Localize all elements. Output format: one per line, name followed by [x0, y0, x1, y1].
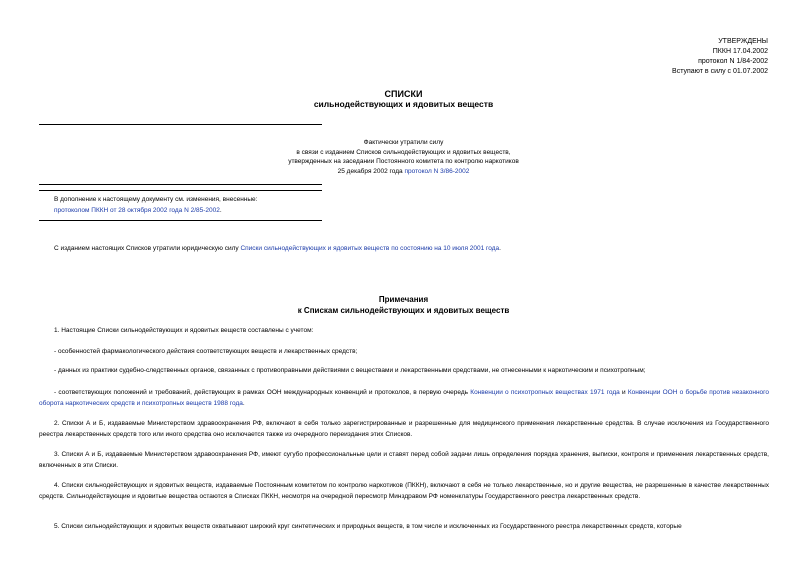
divider — [39, 190, 322, 191]
note-4-mid: и — [619, 389, 628, 396]
divider — [39, 184, 322, 185]
document-title: СПИСКИ — [384, 89, 423, 99]
document-subtitle: сильнодействующих и ядовитых веществ — [313, 99, 494, 109]
intro-text: С изданием настоящих Списков утратили юридическую силу — [54, 245, 241, 252]
note-paragraph-1: 1. Настоящие Списки сильнодействующих и ядовитых веществ составлены с учетом: — [54, 327, 314, 334]
note-4-text: - соответствующих положений и требований, действующих в рамках ООН международных конвенций и протоколов, в первую очередь — [54, 389, 471, 396]
note-paragraph-2: - особенностей фармакологического действия соответствующих веществ и лекарственных средств; — [54, 348, 358, 355]
amendments-link-line — [54, 205, 257, 216]
notes-heading — [0, 294, 807, 316]
notes-heading-main: Примечания — [378, 295, 429, 304]
previous-lists-link[interactable]: Списки сильнодействующих и ядовитых веществ по состоянию на 10 июля 2001 года — [240, 245, 500, 252]
approval-stamp — [672, 37, 768, 77]
amendments-link-suffix: . — [219, 207, 222, 214]
note-paragraph-7: 4. Списки сильнодействующих и ядовитых веществ, издаваемые Постоянным комитетом по контролю наркотиков (ПККН), включают в себя не только лекарственные, но и другие вещества, не разрешенные в качестве лекарственных средств. Сильнодействующие и ядовитые вещества остаются в Списках ПККН, несмотря на очередной пересмотр Минздравом РФ номенклатуры Государственного реестра лекарственных средств. — [39, 482, 769, 500]
expired-date-text: 25 декабря 2002 года — [337, 167, 405, 175]
expired-line-2: в связи с изданием Списков сильнодействующих и ядовитых веществ, — [296, 148, 511, 156]
expired-line-3: утвержденных на заседании Постоянного комитета по контролю наркотиков — [288, 158, 519, 165]
intro-suffix: . — [499, 245, 501, 252]
approval-line-3: протокол N 1/84-2002 — [698, 58, 768, 65]
notes-heading-sub: к Спискам сильнодействующих и ядовитых веществ — [297, 306, 510, 315]
approval-line-1: УТВЕРЖДЕНЫ — [718, 38, 768, 45]
approval-line-4: Вступают в силу с 01.07.2002 — [672, 68, 768, 75]
un-convention-link[interactable]: Конвенции ООН о борьбе против незаконного оборота наркотических средств и психотропных веществ 1988 года — [39, 389, 770, 407]
psychotropic-convention-link[interactable]: Конвенции о психотропных веществах 1971 года — [470, 389, 620, 396]
note-paragraph-5: 2. Списки А и Б, издаваемые Министерством здравоохранения РФ, включают в себя только зарегистрированные и разрешенные для медицинского применения лекарственные средства. В случае исключения из Государственного реестра лекарственных средств того или иного средства оно исключается также из очередного переиздания этих Списков. — [39, 420, 769, 438]
note-paragraph-8: 5. Списки сильнодействующих и ядовитых веществ охватывают широкий круг синтетических и природных веществ, в том числе и исключенных из Государственного реестра лекарственных средств, которые — [54, 523, 682, 530]
expired-protocol-link[interactable]: протокол N 3/86-2002 — [404, 167, 470, 175]
note-paragraph-4 — [39, 387, 769, 409]
divider — [39, 124, 322, 125]
note-4-suffix: . — [242, 400, 245, 407]
expired-notice — [0, 138, 807, 176]
note-paragraph-6: 3. Списки А и Б, издаваемые Министерством здравоохранения РФ, имеют сугубо профессиональные цели и ставят перед собой задачи лишь определения порядка хранения, выписки, контроля и применения лекарственных средств, включенных в эти Списки. — [39, 451, 769, 469]
amendments-note — [54, 194, 257, 216]
approval-line-2: ПККН 17.04.2002 — [712, 48, 768, 55]
amendments-text: В дополнение к настоящему документу см. изменения, внесенные: — [54, 196, 258, 203]
note-paragraph-3: - данных из практики судебно-следственных органов, связанных с противоправными действиями с веществами и лекарственными средствами, не отнесенными к наркотическим и психотропным; — [54, 367, 646, 374]
expired-line-1: Фактически утратили силу — [363, 139, 444, 146]
intro-paragraph — [54, 244, 501, 254]
amendments-protocol-link[interactable]: протоколом ПККН от 28 октября 2002 года N 2/85-2002 — [54, 207, 220, 214]
divider — [39, 220, 322, 221]
expired-line-4 — [0, 167, 807, 177]
